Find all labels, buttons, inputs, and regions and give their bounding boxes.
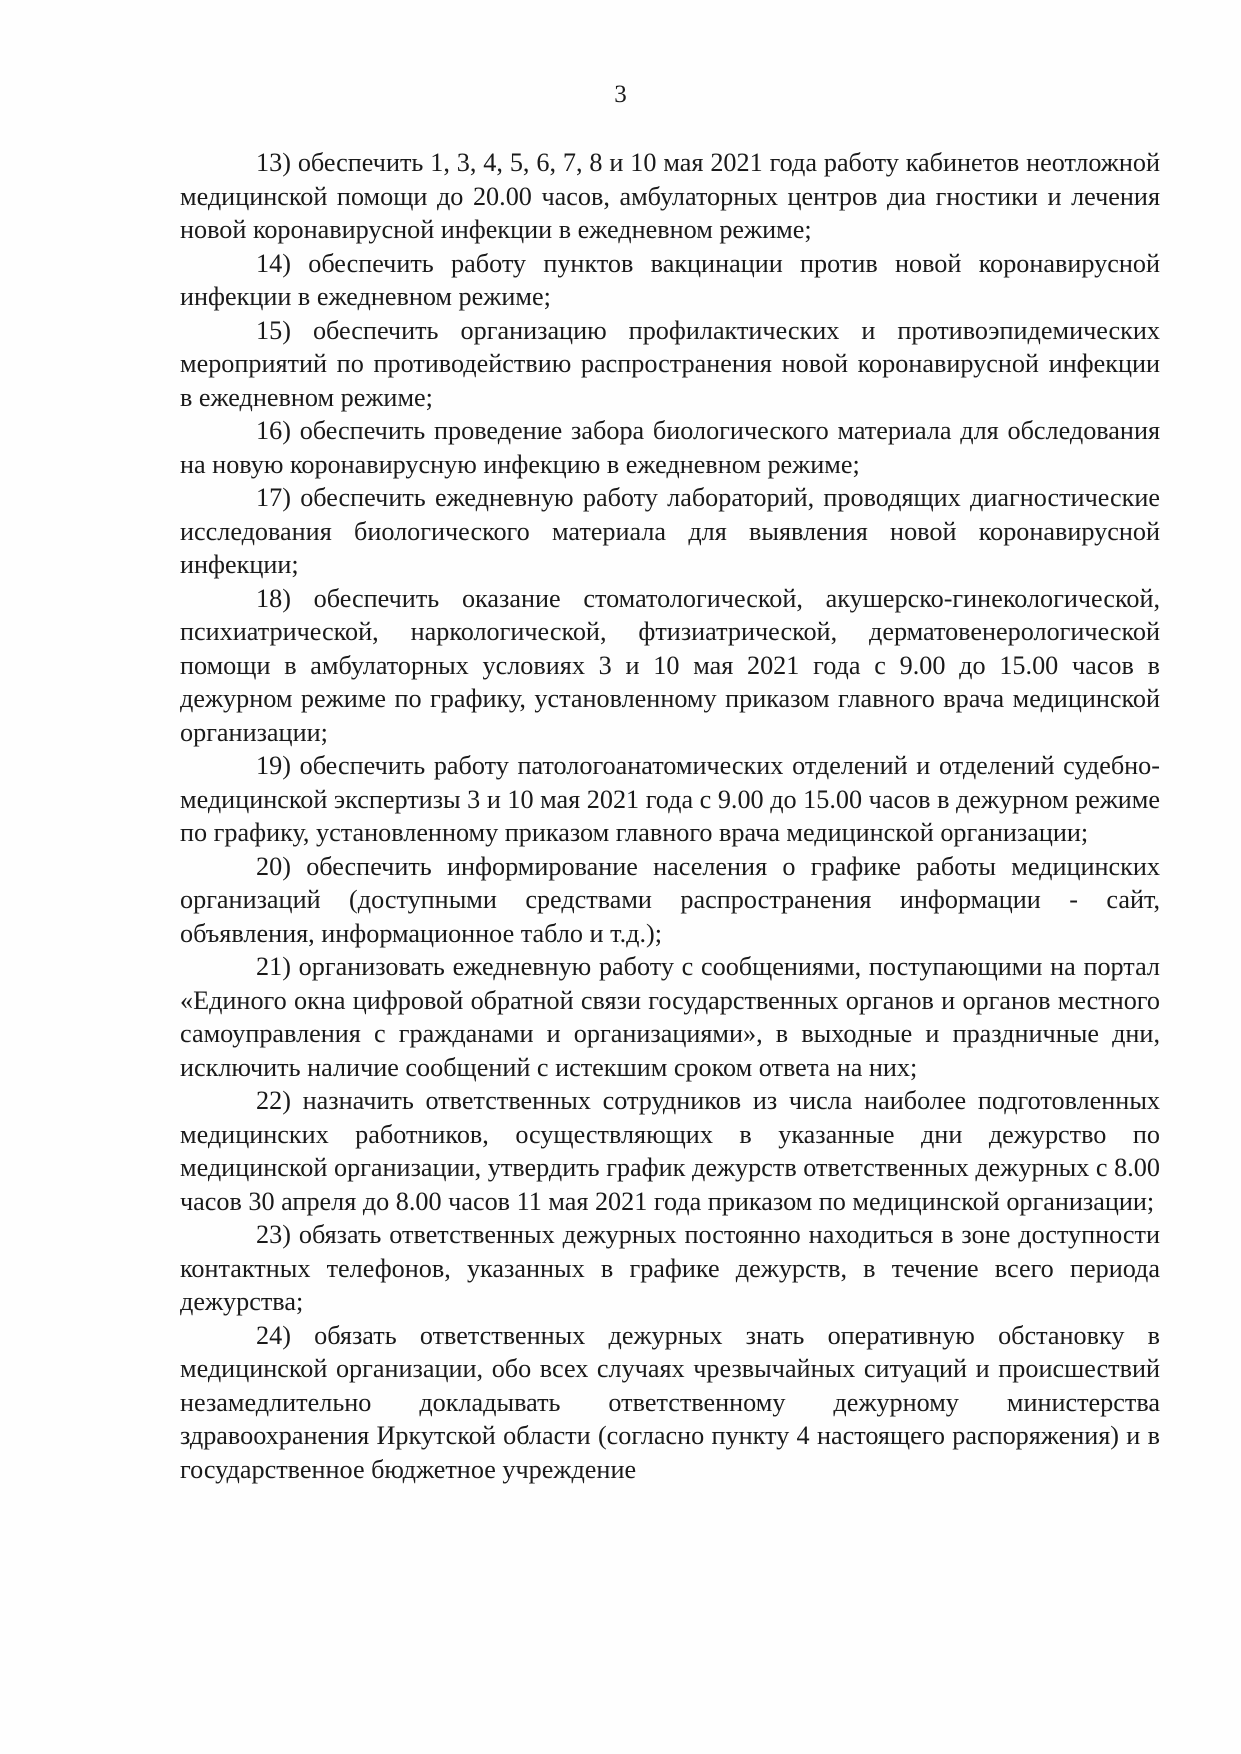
- list-item: [180, 1319, 1160, 1487]
- item-number: 19): [256, 751, 291, 780]
- item-number: 16): [256, 416, 291, 445]
- list-item: [180, 314, 1160, 415]
- item-text: обеспечить 1, 3, 4, 5, 6, 7, 8 и 10 мая 2021 года работу кабинетов неотложной медицинской помощи до 20.00 часов, амбулаторных центров диа гностики и лечения новой коронавирусной инфекции в ежедневном режиме;: [180, 148, 1160, 244]
- item-number: 22): [256, 1086, 291, 1115]
- list-item: [180, 414, 1160, 481]
- list-item: [180, 247, 1160, 314]
- item-number: 14): [256, 248, 291, 278]
- list-item: [180, 481, 1160, 582]
- item-number: 23): [256, 1220, 291, 1249]
- item-number: 15): [256, 315, 291, 345]
- page-number: 3: [614, 81, 627, 108]
- item-text: назначить ответственных сотрудников из числа наиболее подготовленных медицинских работников, осуществляющих в указанные дни дежурство по медицинской организации, утвердить график дежурств ответственных дежурных с 8.00 часов 30 апреля до 8.00 часов 11 мая 2021 года приказом по медицинской организации;: [180, 1086, 1161, 1216]
- list-item: [180, 749, 1160, 850]
- item-number: 18): [256, 583, 291, 613]
- list-item: [180, 1218, 1160, 1319]
- item-number: 20): [256, 851, 291, 881]
- item-text: обеспечить организацию профилактических и противоэпидемических мероприятий по противодействию распространения новой коронавирусной инфекции в ежедневном режиме;: [180, 315, 1160, 412]
- item-text: обеспечить информирование населения о графике работы медицинских организаций (доступными средствами распространения информации - сайт, объявления, информационное табло и т.д.);: [180, 851, 1160, 948]
- list-item: [180, 1084, 1160, 1218]
- item-text: обеспечить работу патологоанатомических отделений и отделений судебно-медицинской экспертизы 3 и 10 мая 2021 года с 9.00 до 15.00 часов в дежурном режиме по графику, установленному приказом главного врача медицинской организации;: [180, 751, 1160, 847]
- list-item: [180, 582, 1160, 750]
- list-item: [180, 950, 1160, 1084]
- item-number: 24): [256, 1320, 291, 1350]
- list-item: [180, 146, 1160, 247]
- item-text: обеспечить оказание стоматологической, акушерско-гинекологической, психиатрической, наркологической, фтизиатрической, дерматовенерологической помощи в амбулаторных условиях 3 и 10 мая 2021 года с 9.00 до 15.00 часов в дежурном режиме по графику, установленному приказом главного врача медицинской организации;: [180, 583, 1160, 747]
- item-number: 17): [256, 483, 291, 512]
- item-text: обязать ответственных дежурных знать оперативную обстановку в медицинской организации, обо всех случаях чрезвычайных ситуаций и происшествий незамедлительно докладывать ответственному дежурному министерства здравоохранения Иркутской области (согласно пункту 4 настоящего распоряжения) и в государственное бюджетное учреждение: [180, 1320, 1161, 1484]
- item-text: организовать ежедневную работу с сообщениями, поступающими на портал «Единого окна цифровой обратной связи государственных органов и органов местного самоуправления с гражданами и организациями», в выходные и праздничные дни, исключить наличие сообщений с истекшим сроком ответа на них;: [180, 952, 1160, 1082]
- item-text: обязать ответственных дежурных постоянно находиться в зоне доступности контактных телефонов, указанных в графике дежурств, в течение всего периода дежурства;: [180, 1220, 1160, 1316]
- item-number: 13): [256, 148, 291, 177]
- item-number: 21): [256, 952, 291, 981]
- list-item: [180, 850, 1160, 951]
- item-text: обеспечить работу пунктов вакцинации против новой коронавирусной инфекции в ежедневном режиме;: [180, 248, 1160, 311]
- document-body: [180, 146, 1160, 1486]
- item-text: обеспечить проведение забора биологического материала для обследования на новую коронавирусную инфекцию в ежедневном режиме;: [180, 416, 1161, 479]
- item-text: обеспечить ежедневную работу лабораторий, проводящих диагностические исследования биологического материала для выявления новой коронавирусной инфекции;: [180, 483, 1161, 579]
